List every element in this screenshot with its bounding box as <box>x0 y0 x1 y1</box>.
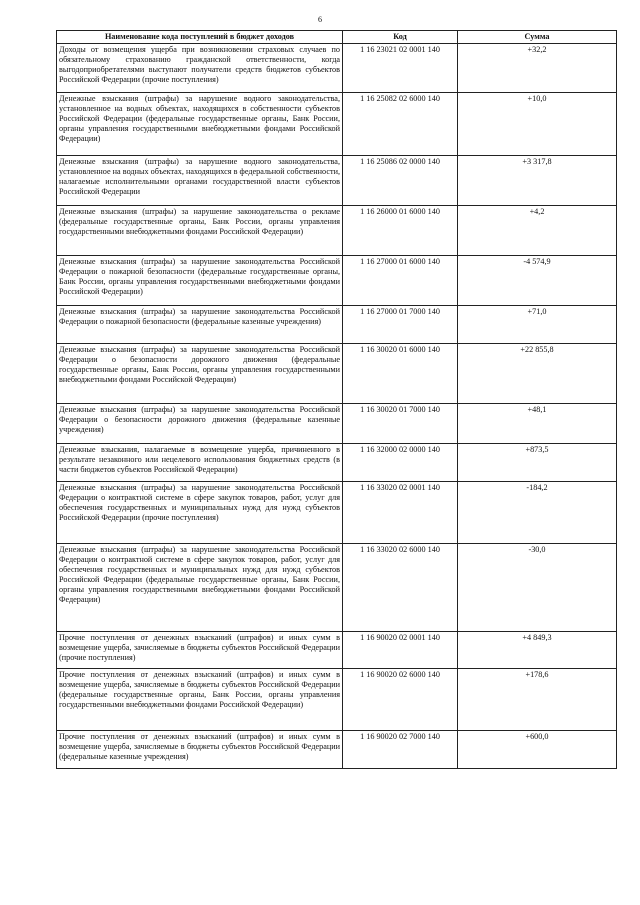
table-row <box>57 44 617 93</box>
row-sum: +22 855,8 <box>458 344 617 404</box>
table-row <box>57 93 617 156</box>
row-code: 1 16 25086 02 0000 140 <box>343 156 458 206</box>
row-code: 1 16 32000 02 0000 140 <box>343 444 458 482</box>
row-name: Прочие поступления от денежных взысканий (штрафов) и иных сумм в возмещение ущерба, зачисляемые в бюджеты субъектов Российской Федерации (федеральные казенные учреждения) <box>57 731 343 769</box>
header-code: Код <box>343 31 458 44</box>
table-row <box>57 256 617 306</box>
table-row <box>57 206 617 256</box>
table-header-row <box>57 31 617 44</box>
row-code: 1 16 33020 02 0001 140 <box>343 482 458 544</box>
row-code: 1 16 30020 01 7000 140 <box>343 404 458 444</box>
row-sum: -30,0 <box>458 544 617 632</box>
row-code: 1 16 90020 02 6000 140 <box>343 669 458 731</box>
row-sum: +48,1 <box>458 404 617 444</box>
row-sum: +4,2 <box>458 206 617 256</box>
row-code: 1 16 90020 02 0001 140 <box>343 632 458 669</box>
row-name: Денежные взыскания (штрафы) за нарушение водного законодательства, установленное на водных объектах, находящихся в собственности субъектов Российской Федерации (федеральные государственные органы, Банк России, органы управления государственными внебюджетными фондами Российской Федерации) <box>57 93 343 156</box>
row-sum: -184,2 <box>458 482 617 544</box>
row-name: Денежные взыскания (штрафы) за нарушение законодательства Российской Федерации о контрактной системе в сфере закупок товаров, работ, услуг для обеспечения государственных и муниципальных нужд для нужд субъектов Российской Федерации (федеральные государственные органы, Банк России, органы управления государственными внебюджетными фондами Российской Федерации) <box>57 544 343 632</box>
page-number: 6 <box>318 15 322 24</box>
row-code: 1 16 90020 02 7000 140 <box>343 731 458 769</box>
row-name: Доходы от возмещения ущерба при возникновении страховых случаев по обязательному страхованию гражданской ответственности, когда выгодоприобретателями выступают получатели средств бюджетов субъектов Российской Федерации (прочие поступления) <box>57 44 343 93</box>
row-name: Денежные взыскания (штрафы) за нарушение законодательства Российской Федерации о пожарной безопасности (федеральные казенные учреждения) <box>57 306 343 344</box>
row-sum: +600,0 <box>458 731 617 769</box>
row-code: 1 16 30020 01 6000 140 <box>343 344 458 404</box>
row-name: Денежные взыскания (штрафы) за нарушение законодательства Российской Федерации о безопасности дорожного движения (федеральные государственные органы, Банк России, органы управления государственными внебюджетными фондами Российской Федерации) <box>57 344 343 404</box>
row-sum: +178,6 <box>458 669 617 731</box>
header-sum: Сумма <box>458 31 617 44</box>
row-name: Денежные взыскания (штрафы) за нарушение законодательства Российской Федерации о контрактной системе в сфере закупок товаров, работ, услуг для обеспечения государственных и муниципальных нужд для нужд субъектов Российской Федерации (прочие поступления) <box>57 482 343 544</box>
row-code: 1 16 33020 02 6000 140 <box>343 544 458 632</box>
row-name: Денежные взыскания, налагаемые в возмещение ущерба, причиненного в результате незаконного или нецелевого использования бюджетных средств (в части бюджетов субъектов Российской Федерации) <box>57 444 343 482</box>
row-name: Прочие поступления от денежных взысканий (штрафов) и иных сумм в возмещение ущерба, зачисляемые в бюджеты субъектов Российской Федерации (федеральные государственные органы, Банк России, органы управления государственными внебюджетными фондами Российской Федерации) <box>57 669 343 731</box>
table-row <box>57 344 617 404</box>
table-row <box>57 156 617 206</box>
header-name: Наименование кода поступлений в бюджет доходов <box>57 31 343 44</box>
row-name: Прочие поступления от денежных взысканий (штрафов) и иных сумм в возмещение ущерба, зачисляемые в бюджеты субъектов Российской Федерации (прочие поступления) <box>57 632 343 669</box>
row-name: Денежные взыскания (штрафы) за нарушение водного законодательства, установленное на водных объектах, находящихся в федеральной собственности, налагаемые исполнительными органами государственной власти субъектов Российской Федерации <box>57 156 343 206</box>
table-row <box>57 444 617 482</box>
row-code: 1 16 26000 01 6000 140 <box>343 206 458 256</box>
row-code: 1 16 23021 02 0001 140 <box>343 44 458 93</box>
table-row <box>57 544 617 632</box>
row-sum: +873,5 <box>458 444 617 482</box>
row-sum: +71,0 <box>458 306 617 344</box>
table-row <box>57 632 617 669</box>
row-sum: +32,2 <box>458 44 617 93</box>
row-code: 1 16 27000 01 6000 140 <box>343 256 458 306</box>
table-row <box>57 731 617 769</box>
row-sum: -4 574,9 <box>458 256 617 306</box>
row-name: Денежные взыскания (штрафы) за нарушение законодательства о рекламе (федеральные государственные органы, Банк России, органы управления государственными внебюджетными фондами Российской Федерации) <box>57 206 343 256</box>
table-row <box>57 669 617 731</box>
row-name: Денежные взыскания (штрафы) за нарушение законодательства Российской Федерации о безопасности дорожного движения (федеральные казенные учреждения) <box>57 404 343 444</box>
table-row <box>57 306 617 344</box>
table-row <box>57 404 617 444</box>
row-sum: +4 849,3 <box>458 632 617 669</box>
row-sum: +3 317,8 <box>458 156 617 206</box>
row-code: 1 16 27000 01 7000 140 <box>343 306 458 344</box>
row-code: 1 16 25082 02 6000 140 <box>343 93 458 156</box>
row-name: Денежные взыскания (штрафы) за нарушение законодательства Российской Федерации о пожарной безопасности (федеральные государственные органы, Банк России, органы управления государственными внебюджетными фондами Российской Федерации) <box>57 256 343 306</box>
row-sum: +10,0 <box>458 93 617 156</box>
budget-revenue-table <box>56 30 617 769</box>
table-row <box>57 482 617 544</box>
